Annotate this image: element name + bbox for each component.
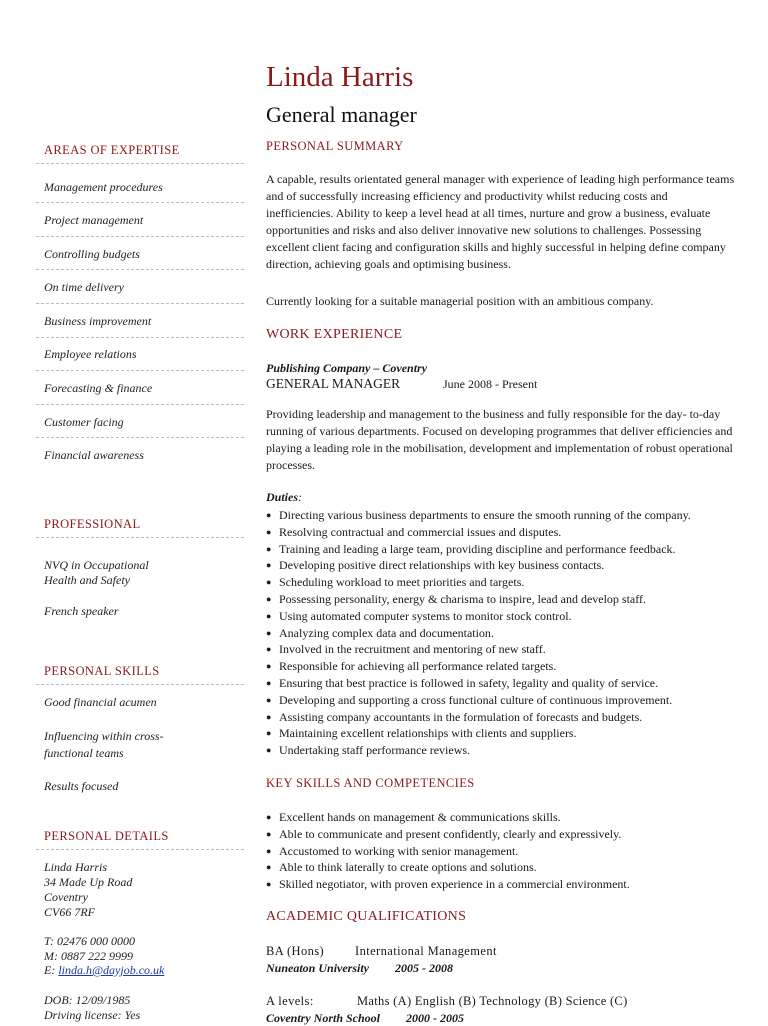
school-dates: 2000 - 2005 (406, 1011, 464, 1025)
divider (36, 163, 244, 164)
list-item: ● Assisting company accountants in the formulation of forecasts and budgets. (266, 709, 746, 726)
list-item: ● Maintaining excellent relationships with clients and suppliers. (266, 725, 746, 742)
work-heading: WORK EXPERIENCE (266, 327, 403, 342)
list-item: ● Involved in the recruitment and mentoring of new staff. (266, 641, 746, 658)
list-item: ● Excellent hands on management & communications skills. (266, 809, 746, 826)
duties-list (266, 507, 746, 759)
company-name: Publishing Company – Coventry (266, 361, 428, 375)
divider (36, 303, 244, 304)
list-item: ● Ensuring that best practice is followed in safety, legality and quality of service. (266, 675, 746, 692)
duties-label: Duties: (266, 490, 303, 504)
skills-heading: PERSONAL SKILLS (44, 664, 160, 678)
divider (36, 202, 244, 203)
details-address: 34 Made Up Road (44, 875, 133, 889)
list-item: ● Possessing personality, energy & charisma to inspire, lead and develop staff. (266, 591, 746, 608)
expertise-heading: AREAS OF EXPERTISE (44, 143, 180, 157)
details-heading: PERSONAL DETAILS (44, 829, 169, 843)
candidate-name: Linda Harris (266, 61, 414, 93)
list-item: ● Undertaking staff performance reviews. (266, 742, 746, 759)
list-item: ● Skilled negotiator, with proven experience in a commercial environment. (266, 876, 746, 893)
university-dates: 2005 - 2008 (395, 961, 453, 975)
role-title: GENERAL MANAGER (266, 376, 401, 391)
divider (36, 236, 244, 237)
academic-heading: ACADEMIC QUALIFICATIONS (266, 909, 467, 924)
divider (36, 684, 244, 685)
email-prefix: E: (44, 963, 59, 977)
expertise-item: Controlling budgets (44, 247, 140, 261)
summary-heading: PERSONAL SUMMARY (266, 139, 404, 153)
details-postcode: CV66 7RF (44, 905, 95, 919)
list-item: ● Resolving contractual and commercial issues and disputes. (266, 524, 746, 541)
skill-item: Results focused (44, 779, 119, 793)
divider (36, 537, 244, 538)
key-skills-list (266, 809, 746, 893)
skill-item: Good financial acumen (44, 695, 157, 709)
divider (36, 437, 244, 438)
list-item: ● Able to communicate and present confidently, clearly and expressively. (266, 826, 746, 843)
list-item: ● Training and leading a large team, providing discipline and performance feedback. (266, 541, 746, 558)
expertise-item: On time delivery (44, 280, 124, 294)
details-telephone: T: 02476 000 0000 (44, 934, 136, 948)
list-item: ● Scheduling workload to meet priorities and targets. (266, 574, 746, 591)
list-item: ● Directing various business departments to ensure the smooth running of the company. (266, 507, 746, 524)
details-city: Coventry (44, 890, 88, 904)
expertise-item: Management procedures (44, 180, 163, 194)
alevels-subjects: Maths (A) English (B) Technology (B) Science (C) (357, 994, 628, 1008)
divider (36, 849, 244, 850)
list-item: ● Developing positive direct relationships with key business contacts. (266, 557, 746, 574)
university-name: Nuneaton University (266, 961, 370, 975)
degree-label: BA (Hons) (266, 944, 325, 958)
skill-item: Influencing within cross- (44, 729, 164, 743)
details-driving: Driving license: Yes (44, 1008, 141, 1022)
school-name: Coventry North School (266, 1011, 381, 1025)
expertise-item: Financial awareness (44, 448, 144, 462)
expertise-item: Business improvement (44, 314, 152, 328)
expertise-item: Forecasting & finance (44, 381, 153, 395)
list-item: ● Developing and supporting a cross functional culture of continuous improvement. (266, 692, 746, 709)
professional-heading: PROFESSIONAL (44, 517, 141, 531)
divider (36, 404, 244, 405)
job-title: General manager (266, 102, 417, 127)
details-mobile: M: 0887 222 9999 (44, 949, 133, 963)
role-description: Providing leadership and management to the business and fully responsible for the day- to-day running of various departments. Focused on developing programmes that deliver efficiencies and playing a leading role in the mobilisation, development and implementation of robust operational processes. (266, 407, 733, 472)
professional-item: French speaker (44, 604, 119, 618)
divider (36, 269, 244, 270)
skill-item: functional teams (44, 746, 124, 760)
expertise-item: Customer facing (44, 415, 124, 429)
expertise-item: Employee relations (44, 347, 137, 361)
list-item: ● Responsible for achieving all performance related targets. (266, 658, 746, 675)
list-item: ● Using automated computer systems to monitor stock control. (266, 608, 746, 625)
professional-item: NVQ in Occupational (44, 558, 149, 572)
email-link[interactable]: linda.h@dayjob.co.uk (58, 963, 165, 977)
details-dob: DOB: 12/09/1985 (44, 993, 131, 1007)
alevels-label: A levels: (266, 994, 314, 1008)
summary-text: A capable, results orientated general manager with experience of leading high performance teams and of successfully increasing efficiency and productivity whilst reducing costs and inefficiencies. Ability to keep a level head at all times, nurture and grow a business, evaluate opportunities and risks and also deliver innovative new solutions to challenges. Possessing excellent client facing and configuration skills and highly successful in helping define company direction, achieving goals and optimising business. (266, 172, 735, 271)
key-skills-heading: KEY SKILLS AND COMPETENCIES (266, 776, 475, 790)
list-item: ● Accustomed to working with senior management. (266, 843, 746, 860)
expertise-item: Project management (44, 213, 144, 227)
details-name: Linda Harris (44, 860, 108, 874)
professional-item: Health and Safety (44, 573, 130, 587)
list-item: ● Analyzing complex data and documentation. (266, 625, 746, 642)
role-dates: June 2008 - Present (443, 377, 538, 391)
summary-looking: Currently looking for a suitable managerial position with an ambitious company. (266, 294, 654, 308)
degree-subject: International Management (355, 944, 497, 958)
divider (36, 370, 244, 371)
details-email-line (44, 962, 164, 978)
divider (36, 337, 244, 338)
list-item: ● Able to think laterally to create options and solutions. (266, 859, 746, 876)
